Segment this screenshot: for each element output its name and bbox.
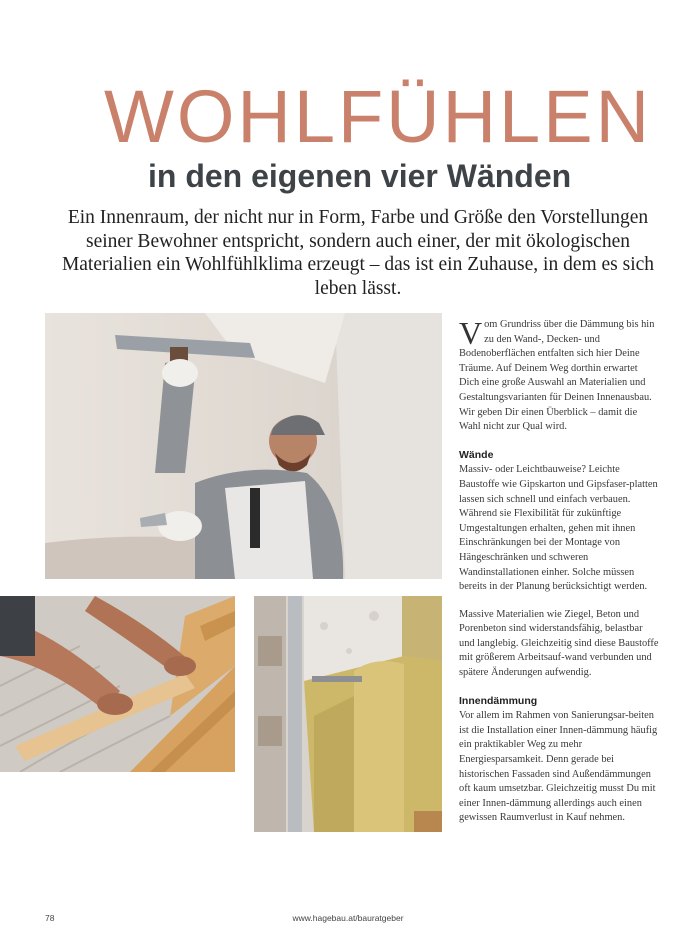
photo-insulation bbox=[254, 596, 442, 832]
page-subtitle: in den eigenen vier Wänden bbox=[148, 158, 572, 194]
section-heading-waende: Wände bbox=[459, 448, 494, 461]
lead-paragraph bbox=[459, 315, 659, 435]
section-innendaemmung-paragraph: Vor allem im Rahmen von Sanierungsar-beiten ist die Installation einer Innen-dämmung häufig ein praktikabler Weg zu mehr Energiesparsamkeit. Denn gerade bei historischen Fassaden sind Außendämmungen oft kaum umsetzbar. Gleichzeitig musst Du mit einer Innen-dämmung allerdings auch einen gewissen Raumverlust in Kauf nehmen. bbox=[459, 710, 658, 824]
page-title: WOHLFÜHLEN bbox=[103, 75, 653, 158]
section-waende-paragraph-1: Massiv- oder Leichtbauweise? Leichte Baustoffe wie Gipskarton und Gipsfaser-platten lassen sich schnell und einfach verbauen. Während sie Flexibilität für zukünftige Umgestaltungen erhalten, gehen mit ihnen Einschränkungen bei der Montage von Hängeschränken und schweren Wandinstallationen einher. Solche müssen bereits in der Planung berücksichtigt werden. bbox=[459, 464, 658, 593]
photo-floor-laying bbox=[0, 596, 235, 772]
page-number: 78 bbox=[45, 913, 55, 923]
lead-text: om Grundriss über die Dämmung bis hin zu den Wand-, Decken- und Bodenoberflächen entfalten sich hier Deine Träume. Auf Deinem Weg dorthin erwartet Dich eine große Auswahl an Materialien und Gestaltungsvarianten für Deinen Innenausbau. Wir geben Dir einen Überblick – damit die Wahl nicht zur Qual wird. bbox=[459, 319, 655, 433]
body-column bbox=[459, 315, 659, 839]
photo-plasterer bbox=[45, 313, 442, 579]
drop-cap: V bbox=[459, 315, 483, 351]
section-waende-paragraph-2: Massive Materialien wie Ziegel, Beton und Porenbeton sind widerstandsfähig, belastbar und langlebig. Gleichzeitig sind diese Baustoffe mit größerem Arbeitsauf-wand verbunden und spätere Änderungen aufwendig. bbox=[459, 608, 659, 679]
intro-paragraph: Ein Innenraum, der nicht nur in Form, Farbe und Größe den Vorstellungen seiner Bewohner entspricht, sondern auch einer, der mit ökologischen Materialien ein Wohlfühlklima erzeugt – das ist ein Zuhause, in dem es sich leben lässt. bbox=[61, 207, 655, 299]
footer-url[interactable]: www.hagebau.at/bauratgeber bbox=[292, 913, 404, 923]
section-heading-innendaemmung: Innendämmung bbox=[459, 694, 538, 707]
